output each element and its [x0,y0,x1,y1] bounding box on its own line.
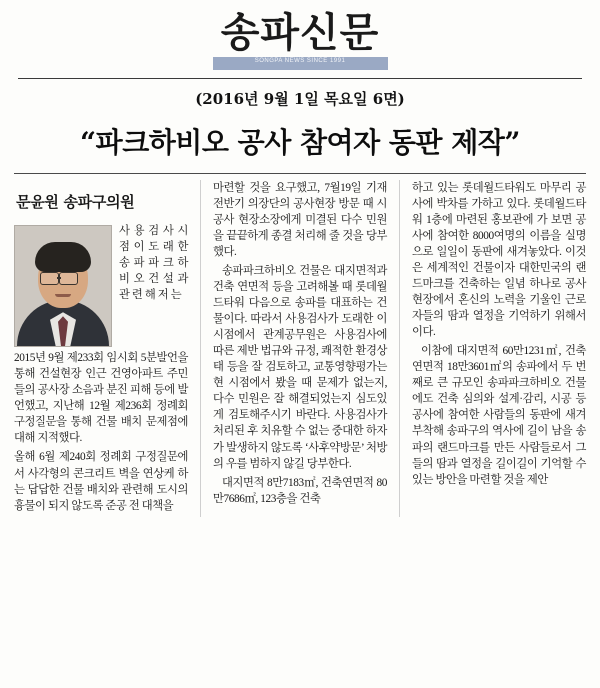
paragraph-c2-2: 대지면적 8만7183㎡, 건축연면적 80만7686㎡, 123층을 건축 [213,476,387,505]
masthead-underline-bar [213,57,388,70]
paragraph-c3-0: 하고 있는 롯데월드타워도 마무리 공사에 박차를 가하고 있다. 롯데월드타워 1층에 마련된 홍보관에 가 보면 공사에 참여한 8000여명의 이름을 실명으로 일일이 동판에 새겨놓았다. 이것은 세계적인 건물이자 대한민국의 랜드마크를 건축하는 일념 하나로 공사 현장에서 혼신의 노력을 기울인 근로자들의 땀과 열정을 기억하기 위해서이다. [412,182,586,339]
article-columns [0,180,600,517]
issue-date-line: (2016년 9월 1일 목요일 6면) [195,90,405,108]
masthead [0,0,600,70]
headline-divider-rule [14,173,586,174]
column-divider-2 [399,180,400,517]
article-column-2 [213,180,387,517]
column-divider-1 [200,180,201,517]
article-column-1 [14,180,188,517]
paragraph-intro: 사 용 검 사 시 점 이 도 래 한 송 파 파 크 하 비 오 건 설 과 관 련 해 저 는 [119,225,188,302]
header-divider-rule [18,78,582,79]
paragraph-c2-0: 마련할 것을 요구했고, 7월19일 기재 전반기 의장단의 공사현장 방문 때 시공사 현장소장에게 미결된 다수 민원을 끝끝하게 종결 처리해 줄 것을 당부했다. [213,182,387,259]
author-portrait-photo [14,225,112,347]
article-column-3 [412,180,586,517]
article-headline: “파크하비오 공사 참여자 동판 제작” [80,126,520,159]
masthead-subcaption: SONGPA NEWS SINCE 1991 [254,58,346,64]
paragraph-c1-1: 2015년 9월 제233회 임시회 5분발언을 통해 건설현장 인근 건영아파트 주민들의 공사장 소음과 분진 피해 등에 발언했고, 지난해 12월 제236회 정례회 구정질문을 통해 건물 배치 문제점에 대해 지적했다. [14,352,188,445]
paragraph-c2-1: 송파파크하비오 건물은 대지면적과 건축 연면적 등을 고려해볼 때 롯데월드타워 다음으로 송파를 대표하는 건물이다. 따라서 사용검사가 도래한 이 시점에서 관계공무원은 사용검사에 따른 제반 법규와 규정, 쾌적한 환경상태 등을 잘 검토하고, 교통영향평가는 현 시점에서 봤을 때 문제가 없는지, 다수 민원은 잘 해결되었는지 심도있게 검토해주시기 바란다. 사용검사가 처리된 후 치유할 수 없는 중대한 하자가 발생하지 않도록 ‘사후약방문’ 처방의 우를 범하지 않길 당부한다. [213,265,387,470]
paragraph-c1-2: 올해 6월 제240회 정례회 구정질문에서 사각형의 콘크리트 벽을 연상케 하는 답답한 건물 배치와 관련해 도시의 흉물이 되지 않도록 준공 전 대책을 [14,451,188,512]
article-byline: 문윤원 송파구의원 [16,193,135,211]
paragraph-c3-1: 이참에 대지면적 60만1231㎡, 건축연면적 18만3601㎡의 송파에서 두 번째로 큰 규모인 송파파크하비오 건물에도 건축 심의와 설계·감리, 시공 등 공사에 참여한 사람들의 동판에 새겨 부착해 송파구의 역사에 길이 남을 송파의 랜드마크를 만든 사람들로서 그들의 땀과 열정을 길이길이 기억할 수 있는 방안을 마련할 것을 제안 [412,345,586,486]
masthead-title: 송파신문 [220,9,380,56]
